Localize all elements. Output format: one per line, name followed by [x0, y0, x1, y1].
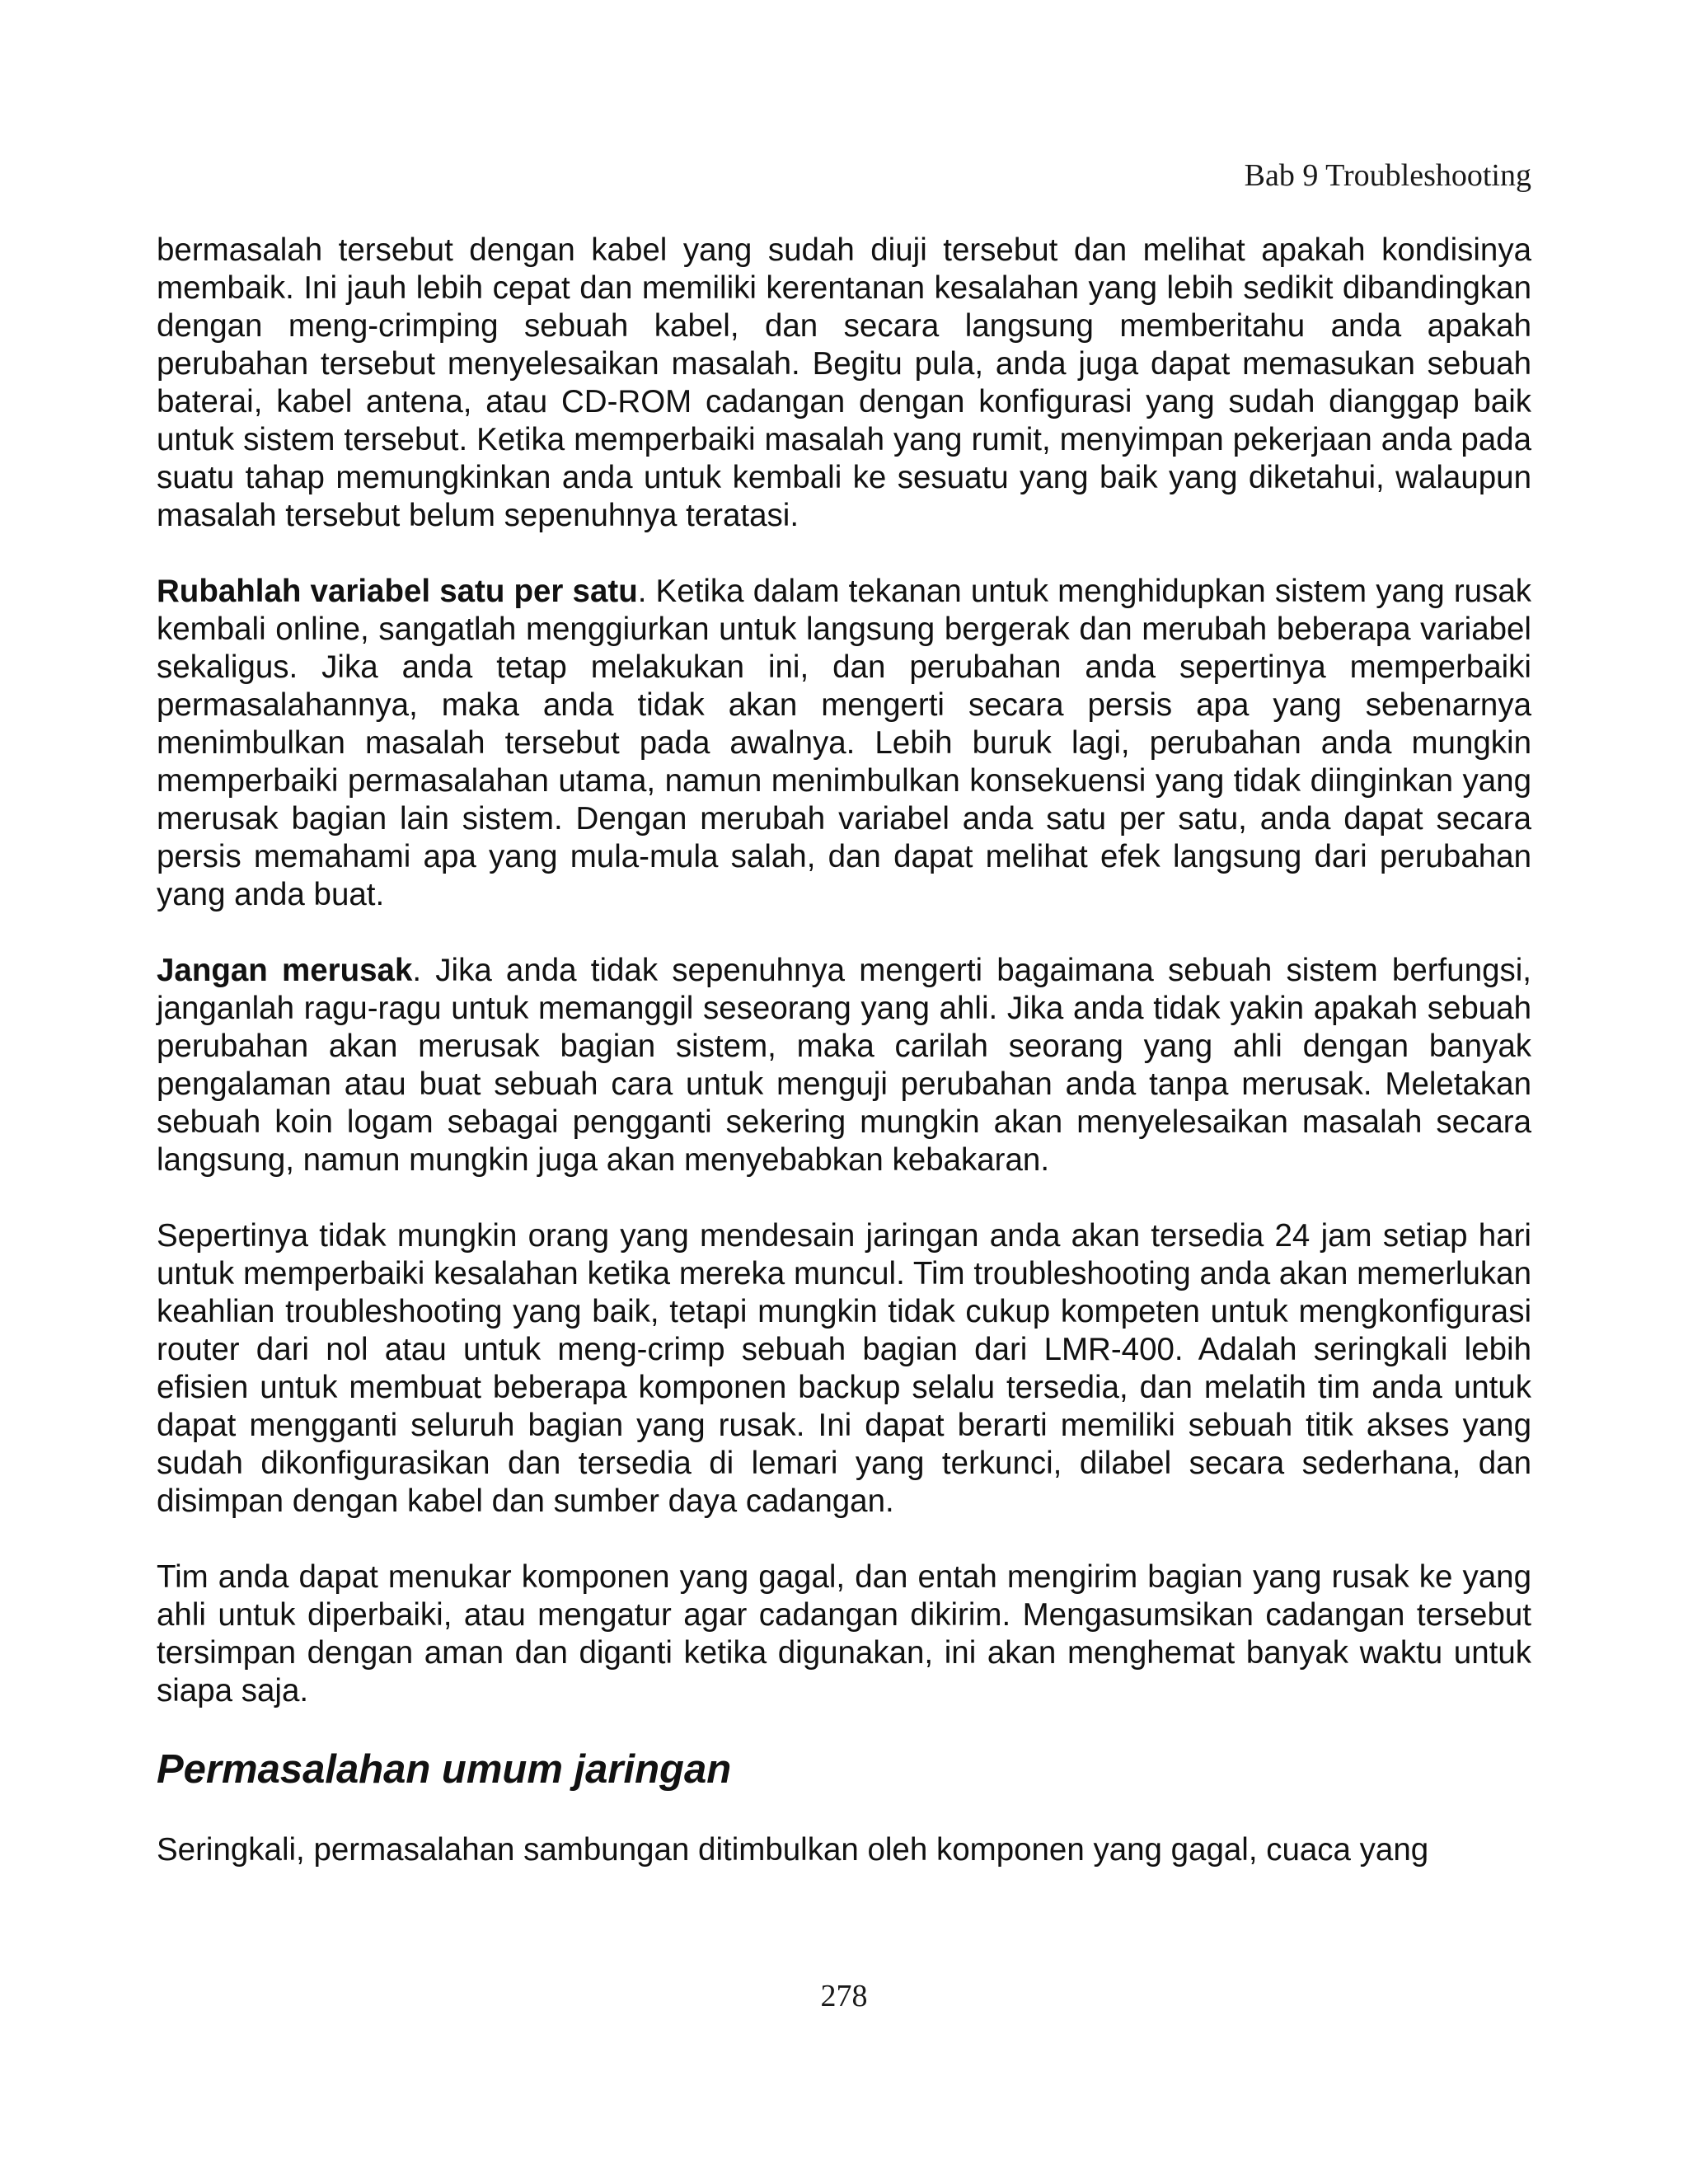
body-text	[157, 232, 1531, 1907]
paragraph-common-problems: Seringkali, permasalahan sambungan ditimbulkan oleh komponen yang gagal, cuaca yang	[157, 1832, 1429, 1868]
paragraph-support-staff: Sepertinya tidak mungkin orang yang mendesain jaringan anda akan tersedia 24 jam setiap hari untuk memperbaiki kesalahan ketika mereka muncul. Tim troubleshooting anda akan memerlukan keahlian troubleshooting yang baik, tetapi mungkin tidak cukup kompeten untuk mengkonfigurasi router dari nol atau untuk meng-crimp sebuah bagian dari LMR-400. Adalah seringkali lebih efisien untuk membuat beberapa komponen backup selalu tersedia, dan melatih tim anda untuk dapat mengganti seluruh bagian yang rusak. Ini dapat berarti memiliki sebuah titik akses yang sudah dikonfigurasikan dan tersedia di lemari yang terkunci, dilabel secara sederhana, dan disimpan dengan kabel dan sumber daya cadangan.	[157, 1218, 1531, 1519]
paragraph-lead-bold: Rubahlah variabel satu per satu	[157, 574, 638, 609]
section-heading: Permasalahan umum jaringan	[157, 1747, 732, 1792]
paragraph-change-one-variable	[157, 573, 1531, 914]
paragraph-body: . Ketika dalam tekanan untuk menghidupkan sistem yang rusak kembali online, sangatlah menggiurkan untuk langsung bergerak dan merubah beberapa variabel sekaligus. Jika anda tetap melakukan ini, dan perubahan anda sepertinya memperbaiki permasalahannya, maka anda tidak akan mengerti secara persis apa yang sebenarnya menimbulkan masalah tersebut pada awalnya. Lebih buruk lagi, perubahan anda mungkin memperbaiki permasalahan utama, namun menimbulkan konsekuensi yang tidak diinginkan yang merusak bagian lain sistem. Dengan merubah variabel anda satu per satu, anda dapat secara persis memahami apa yang mula-mula salah, dan dapat melihat efek langsung dari perubahan yang anda buat.	[157, 574, 1531, 912]
paragraph-lead-bold: Jangan merusak	[157, 953, 413, 988]
paragraph-body: . Jika anda tidak sepenuhnya mengerti bagaimana sebuah sistem berfungsi, janganlah ragu-ragu untuk memanggil seseorang yang ahli. Jika anda tidak yakin apakah sebuah perubahan akan merusak bagian sistem, maka carilah seorang yang ahli dengan banyak pengalaman atau buat sebuah cara untuk menguji perubahan anda tanpa merusak. Meletakan sebuah koin logam sebagai pengganti sekering mungkin akan menyelesaikan masalah secara langsung, namun mungkin juga akan menyebabkan kebakaran.	[157, 953, 1531, 1178]
paragraph-swap-components: Tim anda dapat menukar komponen yang gagal, dan entah mengirim bagian yang rusak ke yang ahli untuk diperbaiki, atau mengatur agar cadangan dikirim. Mengasumsikan cadangan tersebut tersimpan dengan aman dan diganti ketika digunakan, ini akan menghemat banyak waktu untuk siapa saja.	[157, 1559, 1531, 1708]
running-header: Bab 9 Troubleshooting	[1244, 158, 1531, 193]
page-number: 278	[820, 1979, 868, 2013]
paragraph-do-no-harm	[157, 952, 1531, 1179]
paragraph-continued: bermasalah tersebut dengan kabel yang sudah diuji tersebut dan melihat apakah kondisinya membaik. Ini jauh lebih cepat dan memiliki kerentanan kesalahan yang lebih sedikit dibandingkan dengan meng-crimping sebuah kabel, dan secara langsung memberitahu anda apakah perubahan tersebut menyelesaikan masalah. Begitu pula, anda juga dapat memasukan sebuah baterai, kabel antena, atau CD-ROM cadangan dengan konfigurasi yang sudah dianggap baik untuk sistem tersebut. Ketika memperbaiki masalah yang rumit, menyimpan pekerjaan anda pada suatu tahap memungkinkan anda untuk kembali ke sesuatu yang baik yang diketahui, walaupun masalah tersebut belum sepenuhnya teratasi.	[157, 232, 1531, 533]
